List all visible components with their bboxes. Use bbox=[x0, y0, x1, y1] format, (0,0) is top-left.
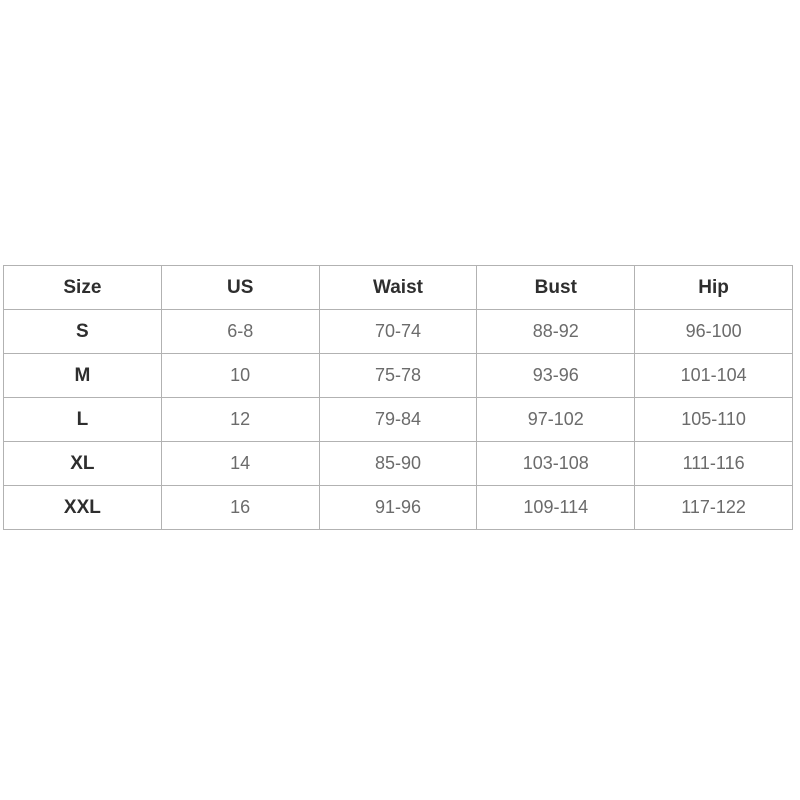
cell-hip-s: 96-100 bbox=[635, 310, 793, 354]
cell-bust-l: 97-102 bbox=[477, 398, 635, 442]
column-header-bust: Bust bbox=[477, 266, 635, 310]
column-header-hip: Hip bbox=[635, 266, 793, 310]
cell-size-xl: XL bbox=[4, 442, 162, 486]
cell-us-xxl: 16 bbox=[161, 486, 319, 530]
table-row-xxl bbox=[4, 486, 793, 530]
table-row-m bbox=[4, 354, 793, 398]
size-chart-header bbox=[4, 266, 793, 310]
cell-us-xl: 14 bbox=[161, 442, 319, 486]
cell-size-s: S bbox=[4, 310, 162, 354]
table-row-xl bbox=[4, 442, 793, 486]
cell-hip-m: 101-104 bbox=[635, 354, 793, 398]
cell-size-l: L bbox=[4, 398, 162, 442]
table-row-s bbox=[4, 310, 793, 354]
cell-size-xxl: XXL bbox=[4, 486, 162, 530]
cell-bust-xxl: 109-114 bbox=[477, 486, 635, 530]
cell-hip-l: 105-110 bbox=[635, 398, 793, 442]
cell-size-m: M bbox=[4, 354, 162, 398]
cell-waist-xl: 85-90 bbox=[319, 442, 477, 486]
column-header-size: Size bbox=[4, 266, 162, 310]
size-chart-body bbox=[4, 310, 793, 530]
cell-waist-s: 70-74 bbox=[319, 310, 477, 354]
cell-us-s: 6-8 bbox=[161, 310, 319, 354]
cell-waist-m: 75-78 bbox=[319, 354, 477, 398]
cell-us-m: 10 bbox=[161, 354, 319, 398]
cell-bust-s: 88-92 bbox=[477, 310, 635, 354]
cell-bust-m: 93-96 bbox=[477, 354, 635, 398]
cell-waist-xxl: 91-96 bbox=[319, 486, 477, 530]
cell-hip-xl: 111-116 bbox=[635, 442, 793, 486]
cell-hip-xxl: 117-122 bbox=[635, 486, 793, 530]
column-header-waist: Waist bbox=[319, 266, 477, 310]
column-header-us: US bbox=[161, 266, 319, 310]
table-row-l bbox=[4, 398, 793, 442]
cell-us-l: 12 bbox=[161, 398, 319, 442]
header-row bbox=[4, 266, 793, 310]
cell-waist-l: 79-84 bbox=[319, 398, 477, 442]
size-chart-table bbox=[3, 265, 793, 530]
cell-bust-xl: 103-108 bbox=[477, 442, 635, 486]
